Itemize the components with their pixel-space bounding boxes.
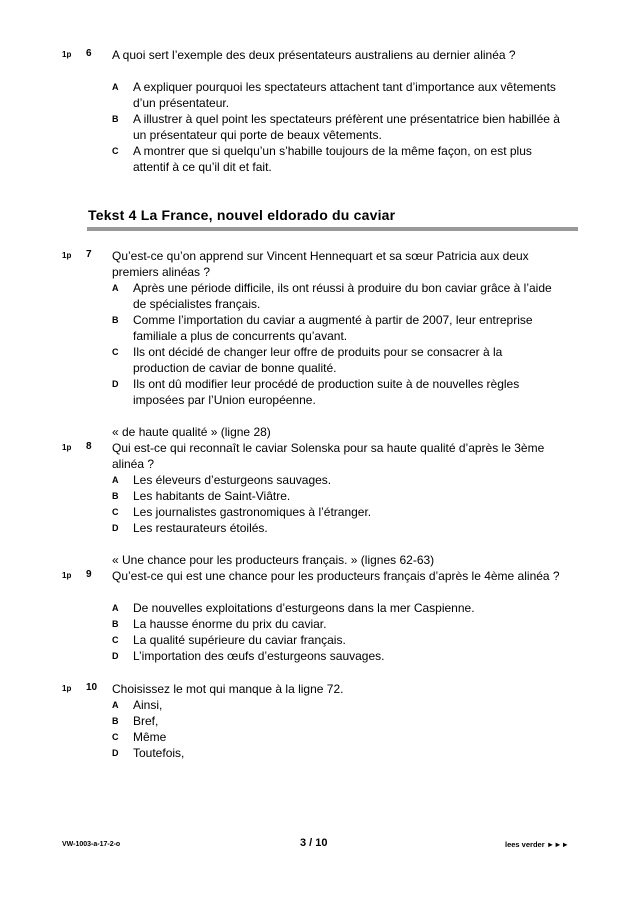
- option-letter: D: [112, 379, 119, 389]
- option-letter: A: [112, 475, 119, 485]
- question-number: 9: [86, 569, 92, 580]
- question-text: Qu’est-ce qu’on apprend sur Vincent Hennequart et sa sœur Patricia aux deux premiers alinéas ?: [112, 249, 529, 279]
- question-text: Qui est-ce qui reconnaît le caviar Solenska pour sa haute qualité d’après le 3ème alinéa ?: [112, 441, 545, 471]
- option-letter: B: [112, 315, 119, 325]
- option-letter: B: [112, 619, 119, 629]
- option-letter: D: [112, 651, 119, 661]
- points-label: 1p: [62, 50, 72, 59]
- option-text: Ainsi,: [133, 698, 163, 712]
- option-letter: A: [112, 82, 119, 92]
- points-label: 1p: [62, 251, 72, 260]
- option-letter: C: [112, 507, 119, 517]
- option-text: A illustrer à quel point les spectateurs préfèrent une présentatrice bien habillée à un présentateur qui porte de beaux vêtements.: [133, 112, 560, 142]
- option-letter: B: [112, 114, 119, 124]
- heading-rule: [87, 227, 578, 231]
- points-label: 1p: [62, 571, 72, 580]
- question-text: Qu’est-ce qui est une chance pour les producteurs français d’après le 4ème alinéa ?: [112, 569, 560, 583]
- section-heading: Tekst 4 La France, nouvel eldorado du caviar: [88, 207, 396, 223]
- question-text: A quoi sert l’exemple des deux présentateurs australiens au dernier alinéa ?: [112, 48, 516, 62]
- option-letter: C: [112, 635, 119, 645]
- option-letter: A: [112, 283, 119, 293]
- q8-citation: « de haute qualité » (ligne 28): [112, 425, 271, 439]
- option-text: Les restaurateurs étoilés.: [133, 521, 268, 535]
- option-text: Bref,: [133, 714, 159, 728]
- page-number: 3 / 10: [300, 837, 328, 849]
- option-text: L’importation des œufs d’esturgeons sauvages.: [133, 649, 385, 663]
- option-text: Les éleveurs d’esturgeons sauvages.: [133, 473, 332, 487]
- points-label: 1p: [62, 684, 72, 693]
- option-letter: B: [112, 491, 119, 501]
- option-text: De nouvelles exploitations d’esturgeons dans la mer Caspienne.: [133, 601, 475, 615]
- option-text: La qualité supérieure du caviar français.: [133, 633, 346, 647]
- q9-citation: « Une chance pour les producteurs français. » (lignes 62-63): [112, 553, 435, 567]
- option-text: A expliquer pourquoi les spectateurs attachent tant d’importance aux vêtements d’un présentateur.: [133, 80, 556, 110]
- option-letter: D: [112, 523, 119, 533]
- option-text: Les journalistes gastronomiques à l’étranger.: [133, 505, 372, 519]
- question-number: 10: [86, 682, 98, 693]
- question-number: 6: [86, 48, 92, 59]
- points-label: 1p: [62, 443, 72, 452]
- option-text: Même: [133, 730, 167, 744]
- option-text: La hausse énorme du prix du caviar.: [133, 617, 327, 631]
- exam-code: VW-1003-a-17-2-o: [62, 841, 121, 848]
- question-number: 8: [86, 441, 92, 452]
- option-text: Toutefois,: [133, 746, 185, 760]
- question-number: 7: [86, 249, 92, 260]
- option-text: Ils ont décidé de changer leur offre de produits pour se consacrer à la production de caviar de bonne qualité.: [133, 345, 503, 375]
- option-text: Ils ont dû modifier leur procédé de production suite à de nouvelles règles imposées par l’Union européenne.: [133, 377, 520, 407]
- option-text: A montrer que si quelqu’un s’habille toujours de la même façon, on est plus attentif à ce qu’il dit et fait.: [133, 144, 532, 174]
- option-letter: A: [112, 603, 119, 613]
- option-letter: B: [112, 716, 119, 726]
- option-letter: C: [112, 732, 119, 742]
- option-letter: D: [112, 748, 119, 758]
- continue-label: lees verder ►►►: [505, 840, 569, 849]
- option-text: Comme l’importation du caviar a augmenté à partir de 2007, leur entreprise familiale a plus de concurrents qu’avant.: [133, 313, 533, 343]
- option-letter: A: [112, 700, 119, 710]
- option-letter: C: [112, 347, 119, 357]
- option-text: Après une période difficile, ils ont réussi à produire du bon caviar grâce à l’aide de spécialistes français.: [133, 281, 552, 311]
- option-text: Les habitants de Saint-Viâtre.: [133, 489, 291, 503]
- question-text: Choisissez le mot qui manque à la ligne 72.: [112, 682, 344, 696]
- option-letter: C: [112, 146, 119, 156]
